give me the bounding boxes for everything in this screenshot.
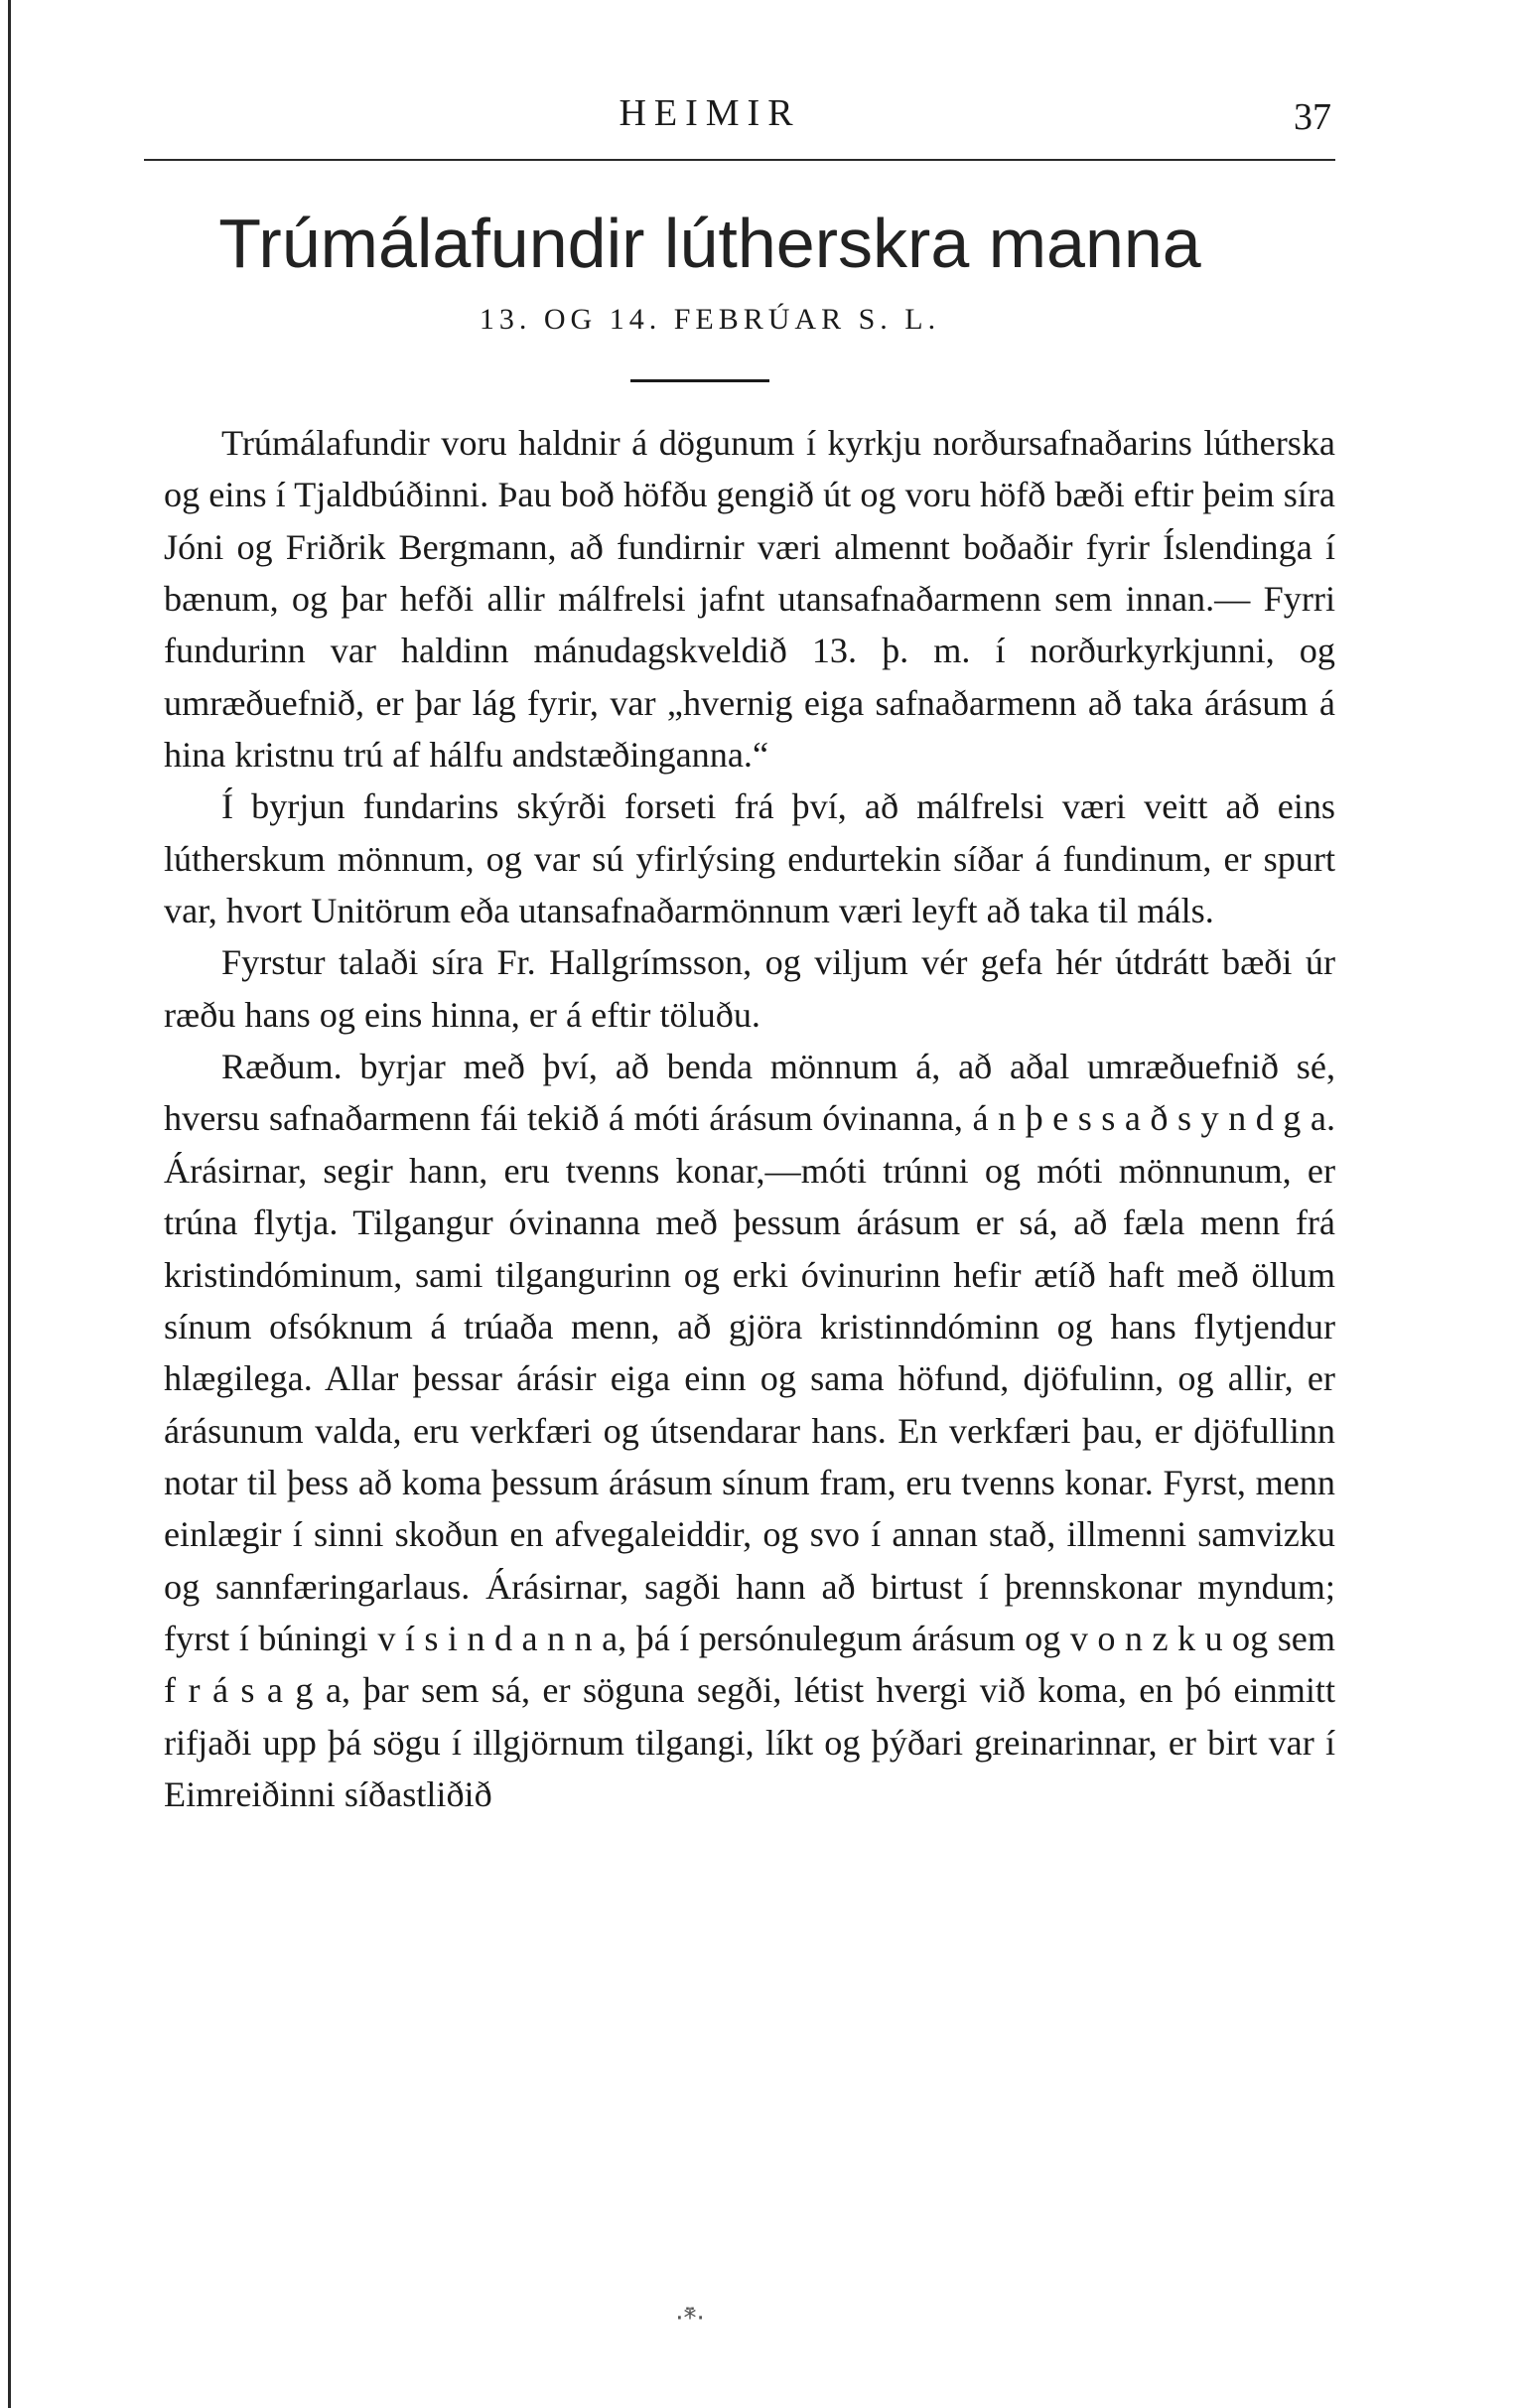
footer-ornament: ·*̈· — [675, 2304, 705, 2334]
scan-edge — [8, 0, 11, 2408]
running-head — [84, 91, 1335, 141]
paragraph: Ræðum. byrjar með því, að benda mönnum á, að aðal umræðuefnið sé, hversu safnaðarmenn fái tekið á móti árásum óvinanna, á n þ e s s a ð s y n d g a. Árásirnar, segir hann, eru tvenns konar,—móti trúnni og móti mönnunum, er trúna flytja. Tilgangur óvinanna með þessum árásum er sá, að fæla menn frá kristindóminum, sami tilgangurinn og erki óvinurinn hefir ætíð haft með öllum sínum ofsóknum á trúaða menn, að gjöra kristinndóminn og hans flytjendur hlægilega. Allar þessar árásir eiga einn og sama höfund, djöfulinn, og allir, er árásunum valda, eru verkfæri og útsendarar hans. En verkfæri þau, er djöfullinn notar til þess að koma þessum árásum sínum fram, eru tvenns konar. Fyrst, menn einlægir í sinni skoðun en afvegaleiddir, og svo í annan stað, illmenni samvizku og sannfæringarlaus. Árásirnar, sagði hann að birtust í þrennskonar myndum; fyrst í búningi v í s i n d a n n a, þá í persónulegum árásum og v o n z k u og sem f r á s a g a, þar sem sá, er söguna segði, létist hvergi við koma, en þó einmitt rifjaði upp þá sögu í illgjörnum tilgangi, líkt og þýðari greinarinnar, er birt var í Eimreiðinni síðastliðið — [164, 1047, 1335, 1814]
running-title: HEIMIR — [619, 92, 801, 134]
header-rule — [144, 159, 1335, 161]
paragraph: Trúmálafundir voru haldnir á dögunum í kyrkju norðursafnaðarins lútherska og eins í Tjaldbúðinni. Þau boð höfðu gengið út og voru höfð bæði eftir þeim síra Jóni og Friðrik Bergmann, að fundirnir væri almennt boðaðir fyrir Íslendinga í bænum, og þar hefði allir málfrelsi jafnt utansafnaðarmenn sem innan.— Fyrri fundurinn var haldinn mánudagskveldið 13. þ. m. í norðurkyrkjunni, og umræðuefnið, er þar lág fyrir, var „hvernig eiga safnaðarmenn að taka árásum á hina kristnu trú af hálfu andstæðinganna.“ — [164, 423, 1335, 776]
paragraph: Í byrjun fundarins skýrði forseti frá því, að málfrelsi væri veitt að eins lútherskum mönnum, og var sú yfirlýsing endurtekin síðar á fundinum, er spurt var, hvort Unitörum eða utansafnaðarmönnum væri leyft að taka til máls. — [164, 786, 1335, 931]
article-date: 13. OG 14. FEBRÚAR S. L. — [479, 303, 941, 336]
paragraph: Fyrstur talaði síra Fr. Hallgrímsson, og viljum vér gefa hér útdrátt bæði úr ræðu hans og eins hinna, er á eftir töluðu. — [164, 942, 1335, 1035]
article-body — [164, 417, 1335, 1820]
article-title: Trúmálafundir lútherskra manna — [218, 205, 1201, 282]
book-page — [84, 0, 1335, 2408]
page-number: 37 — [1294, 96, 1331, 138]
title-rule — [630, 379, 769, 382]
